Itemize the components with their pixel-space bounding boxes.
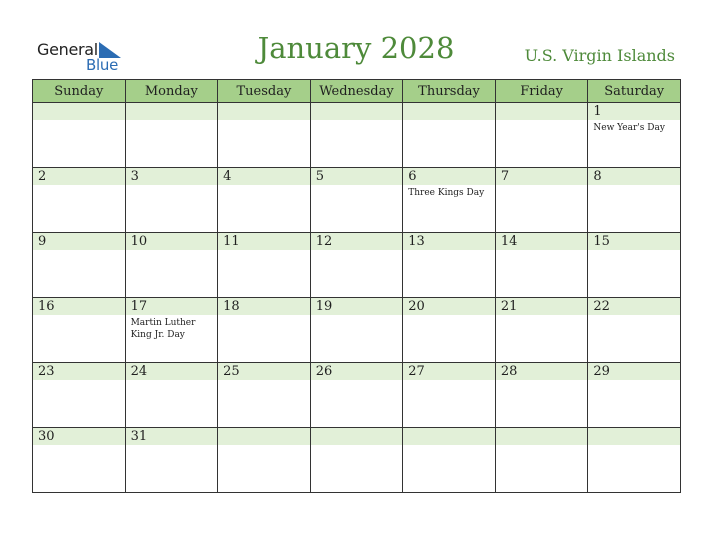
day-number: 7 <box>496 168 588 185</box>
calendar-grid <box>32 79 681 493</box>
day-cell <box>125 103 218 168</box>
day-cell <box>403 168 496 233</box>
day-number: 30 <box>33 428 125 445</box>
weekday-header: Monday <box>125 80 218 103</box>
day-number: 13 <box>403 233 495 250</box>
day-number <box>218 103 310 120</box>
day-cell <box>310 428 403 493</box>
day-number: 23 <box>33 363 125 380</box>
week-row <box>33 103 681 168</box>
day-cell <box>33 363 126 428</box>
logo-word-blue: Blue <box>86 56 118 74</box>
day-number: 5 <box>311 168 403 185</box>
day-cell <box>588 363 681 428</box>
holiday-label: Martin Luther King Jr. Day <box>130 318 196 340</box>
day-cell <box>33 428 126 493</box>
day-number: 8 <box>588 168 680 185</box>
day-cell <box>310 363 403 428</box>
holiday-label: New Year's Day <box>593 123 665 133</box>
day-cell <box>588 103 681 168</box>
day-cell <box>495 363 588 428</box>
day-cell <box>310 298 403 363</box>
day-number: 29 <box>588 363 680 380</box>
weekday-header: Thursday <box>403 80 496 103</box>
day-number: 24 <box>126 363 218 380</box>
day-number: 17 <box>126 298 218 315</box>
day-cell <box>310 168 403 233</box>
day-number <box>311 103 403 120</box>
day-number: 1 <box>588 103 680 120</box>
weekday-header: Tuesday <box>218 80 311 103</box>
logo-word-general: General <box>37 40 98 59</box>
day-number: 2 <box>33 168 125 185</box>
weekday-header: Wednesday <box>310 80 403 103</box>
day-number: 11 <box>218 233 310 250</box>
holiday-label: Three Kings Day <box>408 188 485 198</box>
week-row <box>33 428 681 493</box>
day-number: 19 <box>311 298 403 315</box>
day-number: 20 <box>403 298 495 315</box>
day-cell <box>33 233 126 298</box>
day-number: 28 <box>496 363 588 380</box>
weekday-header: Saturday <box>588 80 681 103</box>
day-cell <box>218 428 311 493</box>
day-number: 18 <box>218 298 310 315</box>
week-row <box>33 168 681 233</box>
day-cell <box>33 103 126 168</box>
day-cell <box>218 298 311 363</box>
day-cell <box>218 103 311 168</box>
day-number: 25 <box>218 363 310 380</box>
region-label: U.S. Virgin Islands <box>524 46 675 65</box>
day-cell <box>310 233 403 298</box>
day-cell <box>218 363 311 428</box>
day-number <box>403 103 495 120</box>
day-cell <box>125 233 218 298</box>
day-number: 12 <box>311 233 403 250</box>
day-cell <box>403 233 496 298</box>
day-cell <box>495 233 588 298</box>
day-number: 22 <box>588 298 680 315</box>
day-cell <box>125 363 218 428</box>
day-cell <box>495 298 588 363</box>
day-cell <box>33 298 126 363</box>
day-number: 4 <box>218 168 310 185</box>
day-number: 14 <box>496 233 588 250</box>
day-cell <box>33 168 126 233</box>
day-cell <box>588 168 681 233</box>
day-cell <box>403 298 496 363</box>
day-cell <box>310 103 403 168</box>
day-cell <box>125 428 218 493</box>
day-number: 10 <box>126 233 218 250</box>
day-number <box>33 103 125 120</box>
day-number: 15 <box>588 233 680 250</box>
day-number <box>218 428 310 445</box>
day-number: 31 <box>126 428 218 445</box>
weekday-header: Sunday <box>33 80 126 103</box>
day-number: 9 <box>33 233 125 250</box>
week-row <box>33 363 681 428</box>
day-cell <box>495 103 588 168</box>
day-number <box>126 103 218 120</box>
day-cell <box>495 168 588 233</box>
day-cell <box>218 233 311 298</box>
day-cell <box>403 363 496 428</box>
day-cell <box>588 428 681 493</box>
day-number: 6 <box>403 168 495 185</box>
calendar-title: January 2028 <box>257 31 455 65</box>
day-cell <box>218 168 311 233</box>
day-number: 21 <box>496 298 588 315</box>
day-cell <box>125 168 218 233</box>
week-row <box>33 298 681 363</box>
day-number: 26 <box>311 363 403 380</box>
day-number <box>311 428 403 445</box>
day-number <box>496 428 588 445</box>
day-cell <box>403 428 496 493</box>
day-number <box>403 428 495 445</box>
day-number: 16 <box>33 298 125 315</box>
day-cell <box>588 233 681 298</box>
day-number: 27 <box>403 363 495 380</box>
weekday-header-row <box>33 80 681 103</box>
day-number: 3 <box>126 168 218 185</box>
weekday-header: Friday <box>495 80 588 103</box>
day-number <box>588 428 680 445</box>
day-cell <box>495 428 588 493</box>
day-cell <box>588 298 681 363</box>
week-row <box>33 233 681 298</box>
day-number <box>496 103 588 120</box>
day-cell <box>125 298 218 363</box>
day-cell <box>403 103 496 168</box>
